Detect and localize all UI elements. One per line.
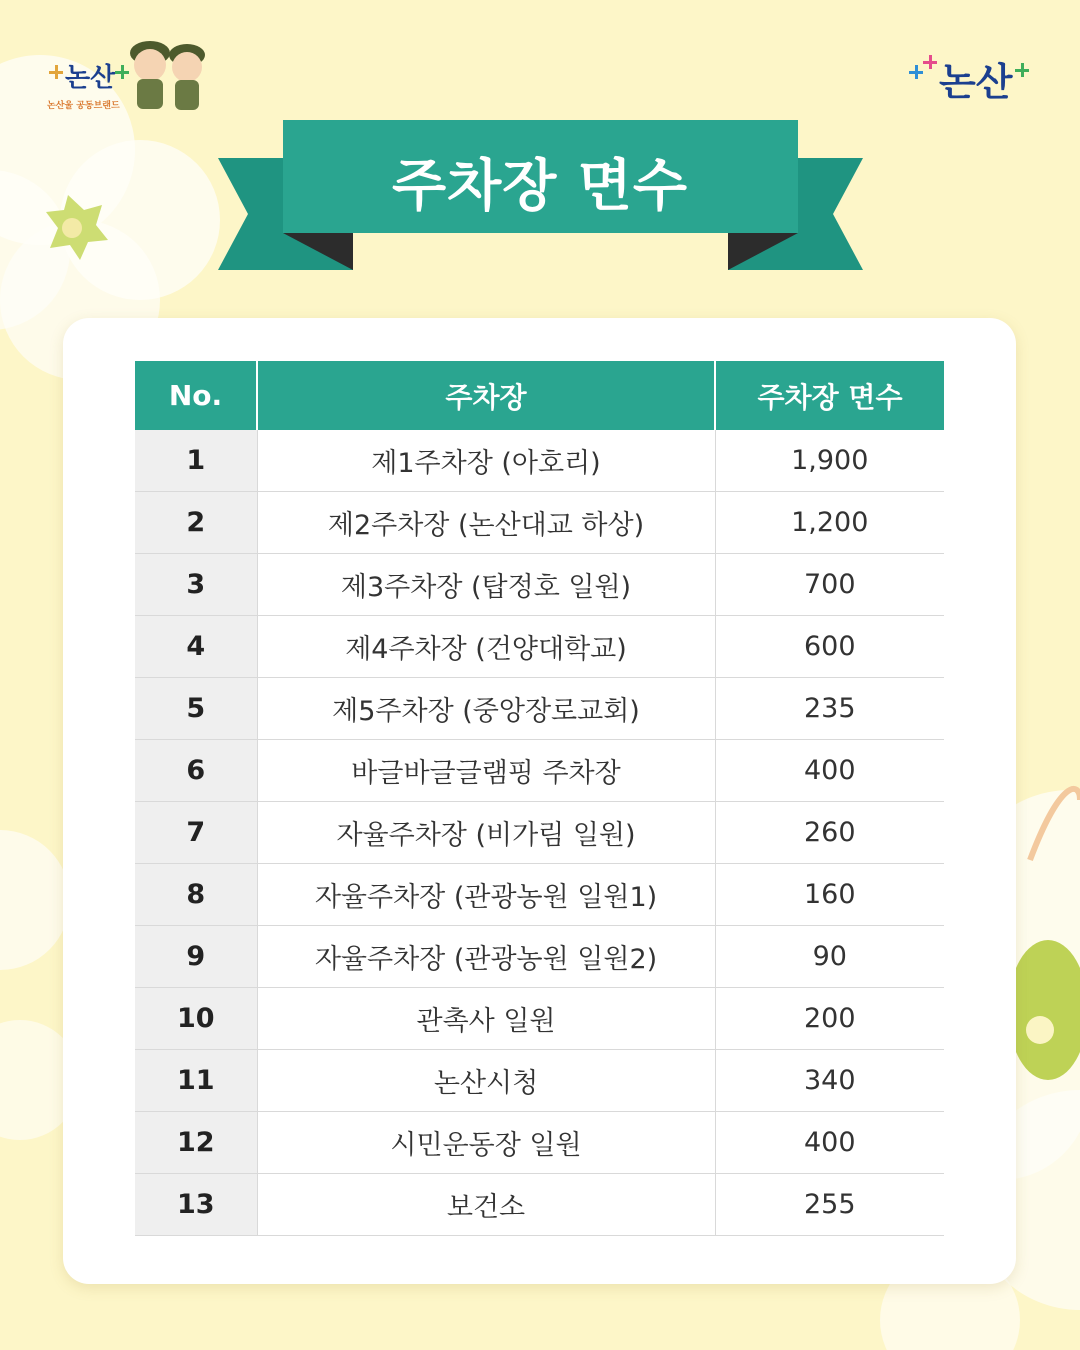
column-header-no: No. [135, 361, 257, 430]
row-number-cell: 11 [135, 1050, 257, 1112]
parking-lot-name-cell: 제1주차장 (아호리) [257, 430, 715, 492]
parking-lot-name-cell: 제4주차장 (건양대학교) [257, 616, 715, 678]
column-header-lot: 주차장 [257, 361, 715, 430]
parking-table [135, 361, 944, 1236]
row-number-cell: 5 [135, 678, 257, 740]
nonsan-brand-logo-right [905, 45, 1040, 105]
row-number-cell: 2 [135, 492, 257, 554]
parking-lot-name-cell: 제5주차장 (중앙장로교회) [257, 678, 715, 740]
table-row [135, 492, 944, 554]
row-number-cell: 13 [135, 1174, 257, 1236]
parking-spaces-cell: 260 [715, 802, 944, 864]
parking-spaces-cell: 90 [715, 926, 944, 988]
parking-spaces-cell: 160 [715, 864, 944, 926]
parking-lot-name-cell: 논산시청 [257, 1050, 715, 1112]
row-number-cell: 6 [135, 740, 257, 802]
parking-lot-name-cell: 바글바글글램핑 주차장 [257, 740, 715, 802]
left-logo-tagline: 논산울 공동브랜드 [47, 101, 120, 111]
parking-table-card [63, 318, 1016, 1284]
parking-lot-name-cell: 관촉사 일원 [257, 988, 715, 1050]
plus-icon [923, 55, 933, 65]
column-header-spaces: 주차장 면수 [715, 361, 944, 430]
parking-spaces-cell: 235 [715, 678, 944, 740]
plus-icon [49, 65, 63, 79]
row-number-cell: 9 [135, 926, 257, 988]
page-title: 주차장 면수 [392, 154, 688, 219]
plus-icon [1015, 63, 1029, 77]
table-row [135, 926, 944, 988]
parking-spaces-cell: 1,900 [715, 430, 944, 492]
plus-icon [909, 65, 923, 79]
nonsan-brand-logo-left [45, 35, 215, 115]
row-number-cell: 8 [135, 864, 257, 926]
parking-spaces-cell: 600 [715, 616, 944, 678]
parking-spaces-cell: 1,200 [715, 492, 944, 554]
parking-lot-name-cell: 시민운동장 일원 [257, 1112, 715, 1174]
table-row [135, 678, 944, 740]
parking-lot-name-cell: 보건소 [257, 1174, 715, 1236]
parking-lot-name-cell: 제2주차장 (논산대교 하상) [257, 492, 715, 554]
parking-spaces-cell: 400 [715, 1112, 944, 1174]
table-row [135, 616, 944, 678]
table-row [135, 1174, 944, 1236]
parking-lot-name-cell: 제3주차장 (탑정호 일원) [257, 554, 715, 616]
row-number-cell: 3 [135, 554, 257, 616]
row-number-cell: 1 [135, 430, 257, 492]
parking-spaces-cell: 255 [715, 1174, 944, 1236]
table-row [135, 1112, 944, 1174]
parking-lot-name-cell: 자율주차장 (관광농원 일원2) [257, 926, 715, 988]
parking-lot-name-cell: 자율주차장 (관광농원 일원1) [257, 864, 715, 926]
parking-spaces-cell: 200 [715, 988, 944, 1050]
table-row [135, 864, 944, 926]
row-number-cell: 10 [135, 988, 257, 1050]
right-logo-brand: 논산 [939, 60, 1013, 104]
parking-lot-name-cell: 자율주차장 (비가림 일원) [257, 802, 715, 864]
table-row [135, 1050, 944, 1112]
row-number-cell: 12 [135, 1112, 257, 1174]
soldier-mascots-icon [125, 35, 215, 115]
parking-spaces-cell: 400 [715, 740, 944, 802]
table-row [135, 740, 944, 802]
table-row [135, 430, 944, 492]
row-number-cell: 7 [135, 802, 257, 864]
table-header-row [135, 361, 944, 430]
row-number-cell: 4 [135, 616, 257, 678]
table-row [135, 554, 944, 616]
table-row [135, 802, 944, 864]
parking-spaces-cell: 700 [715, 554, 944, 616]
left-logo-brand: 논산 [65, 63, 116, 93]
table-row [135, 988, 944, 1050]
parking-spaces-cell: 340 [715, 1050, 944, 1112]
